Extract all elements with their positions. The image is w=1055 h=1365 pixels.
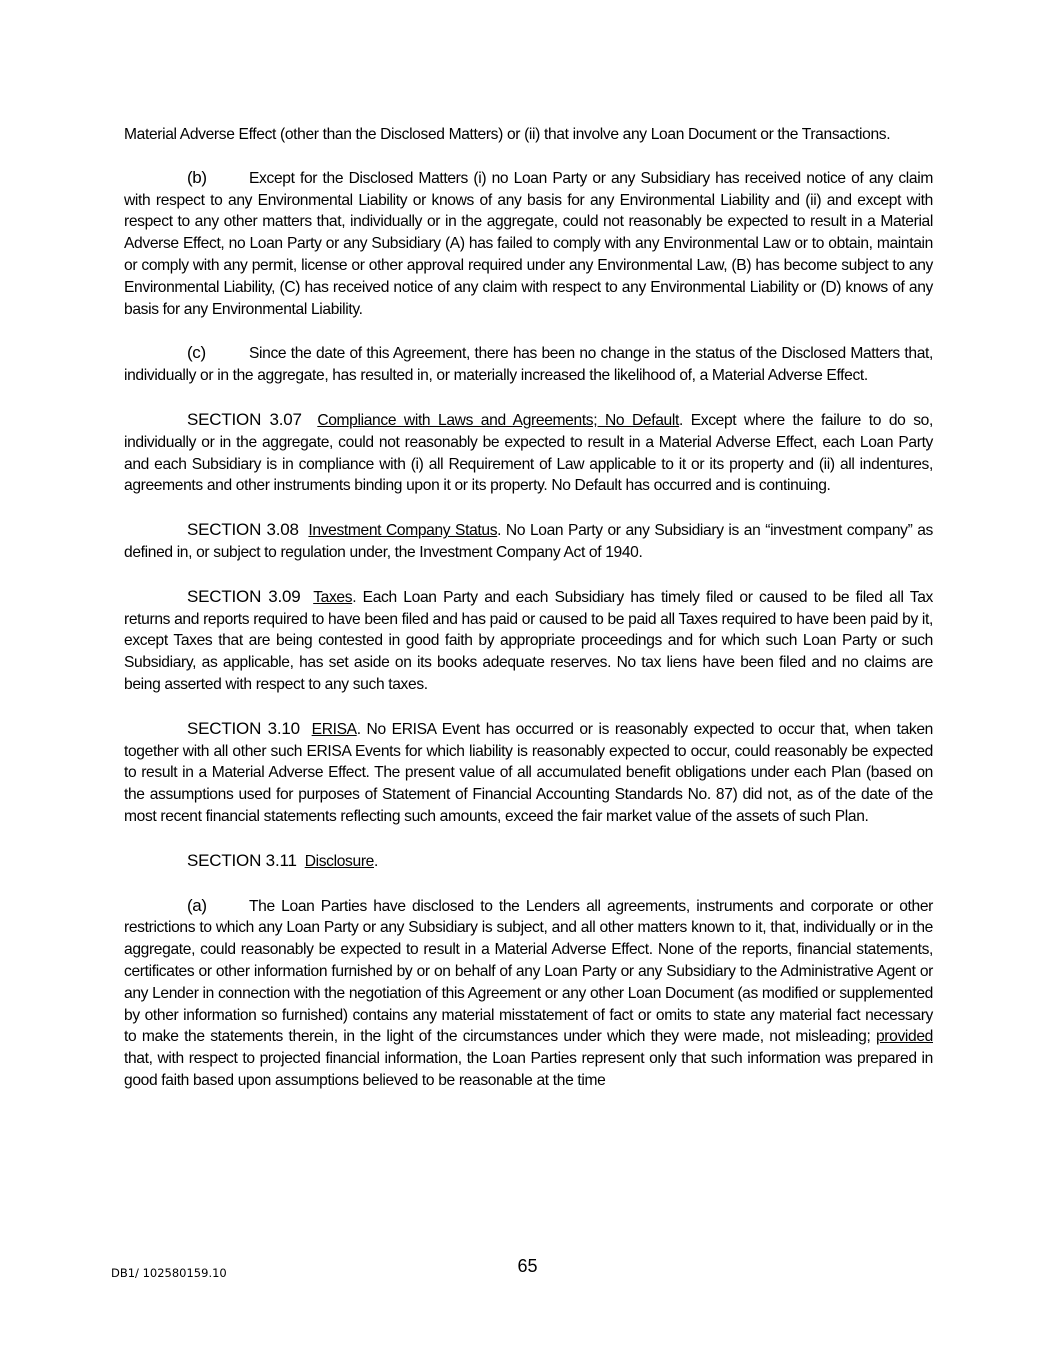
- section-3-07: [124, 409, 933, 497]
- section-heading: SECTION 3.08: [187, 520, 299, 540]
- section-3-09: [124, 586, 933, 696]
- paragraph-text: . Each Loan Party and each Subsidiary has timely filed or caused to be filed all Tax returns and reports required to have been filed and has paid or caused to be paid all Taxes required to have been paid by it, except Taxes that are being contested in good faith by appropriate proceedings and for which such Loan Party or such Subsidiary, as applicable, has set aside on its books adequate reserves. No tax liens have been filed and no claims are being asserted with respect to any such taxes.: [124, 588, 933, 693]
- clause-b: [124, 167, 933, 321]
- document-id: DB1/ 102580159.10: [111, 1266, 227, 1280]
- paragraph-text: .: [373, 852, 378, 870]
- section-3-10: [124, 718, 933, 828]
- section-heading: SECTION 3.10: [187, 718, 300, 738]
- section-heading: SECTION 3.11: [187, 850, 297, 870]
- section-heading: SECTION 3.07: [187, 409, 302, 429]
- paragraph-text: . No ERISA Event has occurred or is reasonably expected to occur that, when taken together with all other such ERISA Events for which liability is reasonably expected to occur, could reasonably be expected to result in a Material Adverse Effect. The present value of all accumulated benefit obligations under each Plan (based on the assumptions used for purposes of Statement of Financial Accounting Standards No. 87) did not, as of the date of the most recent financial statements reflecting such amounts, exceed the fair market value of the assets of such Plan.: [124, 720, 933, 825]
- proviso-term: provided: [875, 1028, 933, 1046]
- continuation-paragraph: [124, 124, 933, 146]
- clause-marker: (c): [187, 343, 206, 363]
- paragraph-text: . Except where the failure to do so, individually or in the aggregate, could not reasonably be expected to result in a Material Adverse Effect, each Loan Party and each Subsidiary is in compliance with (i) all Requirement of Law applicable to it or its property and (ii) all indentures, agreements and other instruments binding upon it or its property. No Default has occurred and is continuing.: [124, 411, 933, 495]
- paragraph-text: Material Adverse Effect (other than the Disclosed Matters) or (ii) that involve any Loan Document or the Transactions.: [124, 126, 891, 143]
- clause-marker: (a): [187, 895, 207, 915]
- section-heading: SECTION 3.09: [187, 586, 301, 606]
- section-title: Investment Company Status: [308, 522, 498, 540]
- clause-c: [124, 342, 933, 387]
- section-title: ERISA: [311, 720, 357, 738]
- paragraph-text: . No Loan Party or any Subsidiary is an “investment company” as defined in, or subject to regulation under, the Investment Company Act of 1940.: [124, 522, 933, 561]
- paragraph-text: Except for the Disclosed Matters (i) no Loan Party or any Subsidiary has received notice of any claim with respect to any Environmental Liability or knows of any basis for any Environmental Liability and (ii) and except with respect to any other matters that, individually or in the aggregate, could not reasonably be expected to result in a Material Adverse Effect, no Loan Party or any Subsidiary (A) has failed to comply with any Environmental Law or to obtain, maintain or comply with any permit, license or other approval required under any Environmental Law, (B) has become subject to any Environmental Liability, (C) has received notice of any claim with respect to any Environmental Liability or (D) knows of any basis for any Environmental Liability.: [124, 169, 933, 318]
- page-number: 65: [517, 1256, 538, 1276]
- paragraph-text: The Loan Parties have disclosed to the Lenders all agreements, instruments and corporate or other restrictions to which any Loan Party or any Subsidiary is subject, and all other matters known to it, that, individually or in the aggregate, could reasonably be expected to result in a Material Adverse Effect. None of the reports, financial statements, certificates or other information furnished by or on behalf of any Loan Party or any Subsidiary to the Administrative Agent or any Lender in connection with the negotiation of this Agreement or any other Loan Document (as modified or supplemented by other information so furnished) contains any material misstatement of fact or omits to state any material fact necessary to make the statements therein, in the light of the circumstances under which they were made, not misleading;: [124, 897, 933, 1046]
- paragraph-text-continued: that, with respect to projected financial information, the Loan Parties represent only that such information was prepared in good faith based upon assumptions believed to be reasonable at the time: [124, 1050, 933, 1089]
- section-title: Taxes: [313, 588, 353, 606]
- section-3-11: [124, 850, 933, 873]
- clause-marker: (b): [187, 167, 207, 187]
- document-body: [124, 124, 933, 1114]
- section-title: Disclosure: [304, 852, 374, 870]
- section-3-08: [124, 519, 933, 564]
- paragraph-text: Since the date of this Agreement, there has been no change in the status of the Disclosed Matters that, individually or in the aggregate, has resulted in, or materially increased the likelihood of, a Material Adverse Effect.: [124, 345, 933, 385]
- clause-a: [124, 895, 933, 1092]
- section-title: Compliance with Laws and Agreements; No Default: [317, 411, 679, 429]
